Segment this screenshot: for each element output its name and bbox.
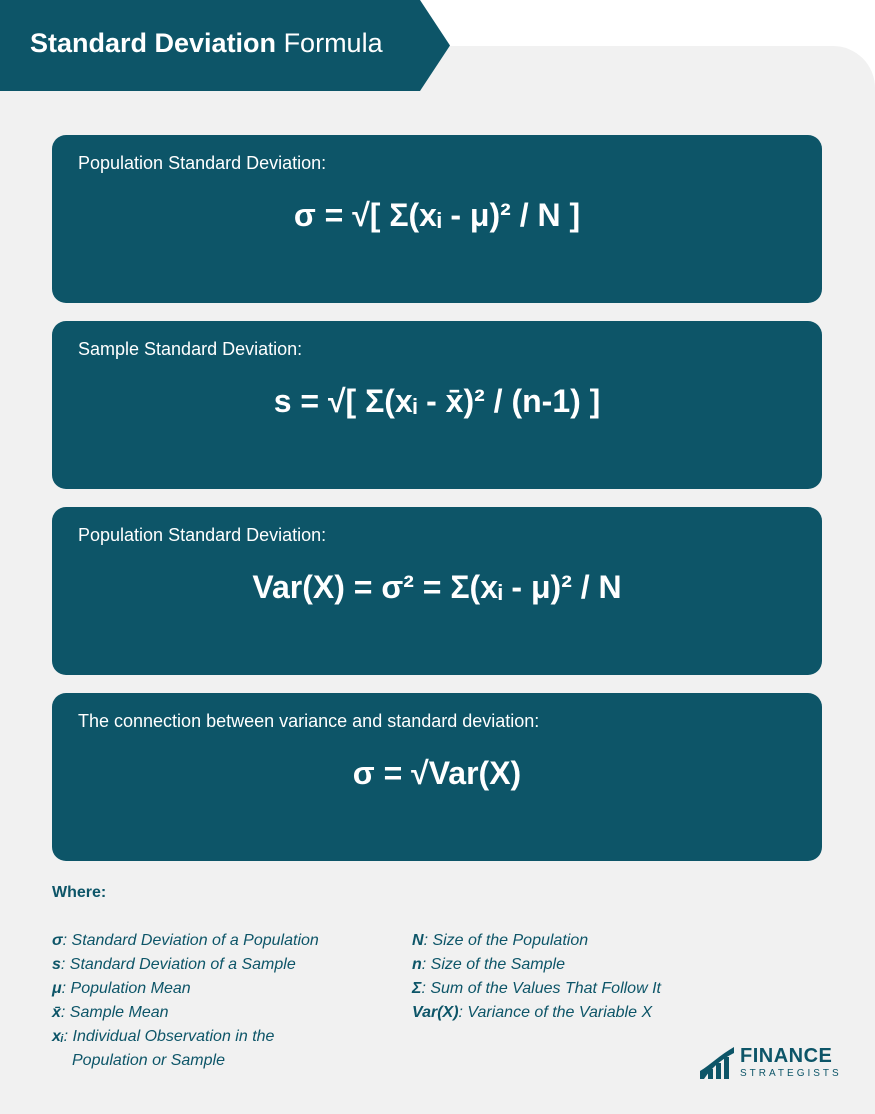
legend-symbol: μ [52, 980, 62, 997]
legend-left [52, 929, 319, 1073]
legend-desc: : Standard Deviation of a Sample [60, 956, 296, 973]
legend-item [52, 929, 319, 953]
legend-desc: : Variance of the Variable X [458, 1004, 653, 1021]
legend-desc: : Individual Observation in the [63, 1028, 275, 1045]
legend-item [52, 977, 319, 1001]
legend-desc: : Size of the Population [423, 932, 589, 949]
legend-desc: : Size of the Sample [421, 956, 565, 973]
formula-card-sample-sd [52, 321, 822, 489]
logo-text-finance: FINANCE [740, 1045, 833, 1067]
legend-symbol: Var(X) [412, 1004, 459, 1021]
title-bold: Standard Deviation [30, 28, 277, 58]
legend-symbol: s [52, 956, 61, 973]
legend-symbol: N [412, 932, 424, 949]
card-formula: s = √[ Σ(xᵢ - x̄)² / (n-1) ] [273, 383, 601, 419]
legend-desc: : Sum of the Values That Follow It [421, 980, 661, 997]
legend-item [52, 1001, 319, 1025]
card-formula: Var(X) = σ² = Σ(xᵢ - μ)² / N [252, 569, 622, 605]
formula-card-population-sd [52, 135, 822, 303]
card-label: Population Standard Deviation: [78, 153, 327, 173]
legend-right [412, 929, 661, 1025]
where-heading: Where: [52, 884, 107, 901]
legend-item [412, 977, 661, 1001]
legend-item [52, 1025, 319, 1049]
legend-symbol: x̄ [52, 1004, 61, 1021]
card-formula: σ = √Var(X) [352, 755, 522, 791]
legend-item [412, 1001, 661, 1025]
title-regular: Formula [283, 28, 383, 58]
logo-text-strategists: STRATEGISTS [740, 1068, 842, 1079]
card-label: The connection between variance and standard deviation: [78, 711, 540, 731]
legend-item [412, 953, 661, 977]
legend-symbol: n [412, 956, 422, 973]
legend-symbol: σ [52, 932, 63, 949]
formula-card-variance [52, 507, 822, 675]
legend-item [52, 953, 319, 977]
legend-item-continuation: Population or Sample [72, 1052, 225, 1069]
legend-desc: : Standard Deviation of a Population [62, 932, 319, 949]
legend-symbol: Σ [412, 980, 422, 997]
legend-desc: : Population Mean [61, 980, 191, 997]
card-label: Population Standard Deviation: [78, 525, 327, 545]
formula-card-connection [52, 693, 822, 861]
card-formula: σ = √[ Σ(xᵢ - μ)² / N ] [293, 197, 581, 233]
page-title [30, 28, 383, 59]
legend-item [412, 929, 661, 953]
legend-symbol: xᵢ [52, 1028, 64, 1045]
legend-desc: : Sample Mean [60, 1004, 169, 1021]
card-label: Sample Standard Deviation: [78, 339, 303, 359]
logo-mark-icon [698, 1045, 736, 1081]
finance-strategists-logo [698, 1043, 842, 1083]
